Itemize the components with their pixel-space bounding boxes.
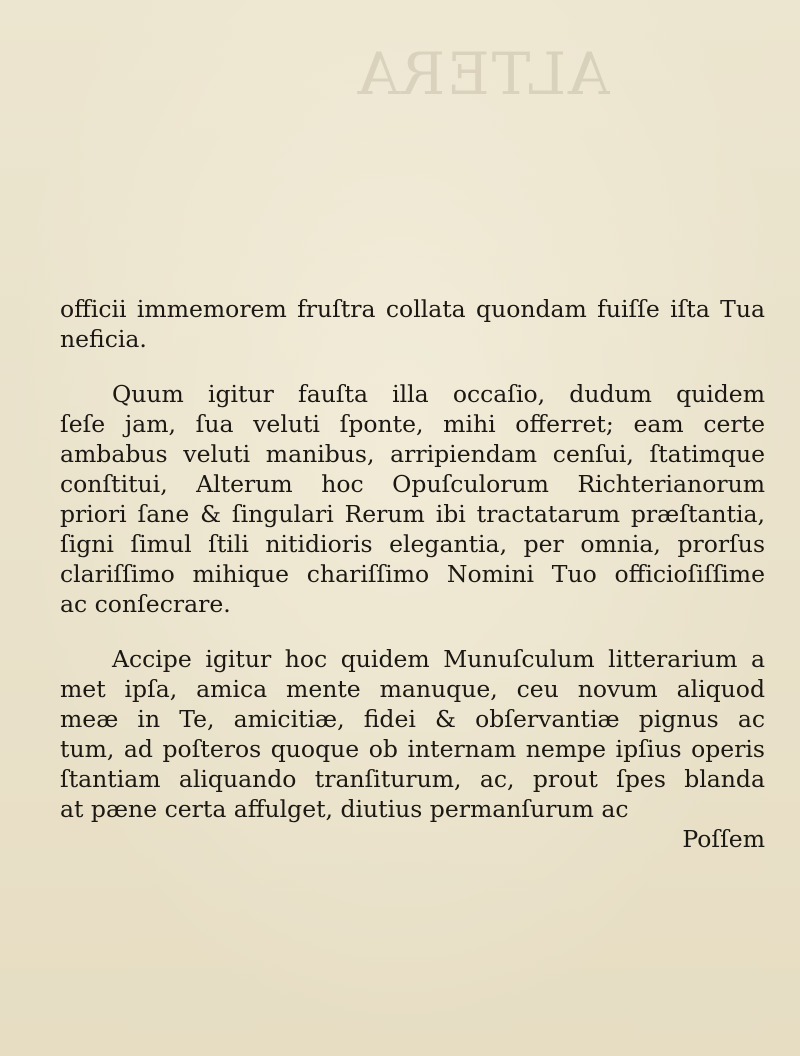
text-line: ſtantiam aliquando tranſiturum, ac, prout ſpes blanda bbox=[60, 765, 765, 793]
text-line: ſigni ſimul ſtili nitidioris elegantia, per omnia, prorſus bbox=[60, 530, 765, 558]
text-line: ac conſecrare. bbox=[60, 590, 231, 618]
text-line: ambabus veluti manibus, arripiendam cenſui, ſtatimque bbox=[60, 440, 765, 468]
text-line: meæ in Te, amicitiæ, fidei & obſervantiæ pignus ac bbox=[60, 705, 765, 733]
body-text bbox=[60, 294, 765, 854]
text-line: Quum igitur fauſta illa occaſio, dudum quidem bbox=[112, 380, 765, 408]
text-line: clariſſimo mihique chariſſimo Nomini Tuo officioſiſſime bbox=[60, 560, 765, 588]
text-line: Accipe igitur hoc quidem Munuſculum litterarium a bbox=[112, 645, 765, 673]
text-line: neficia. bbox=[60, 325, 147, 353]
text-line: tum, ad poſteros quoque ob internam nempe ipſius operis bbox=[60, 735, 765, 763]
text-line: priori ſane & ſingulari Rerum ibi tractatarum præſtantia, bbox=[60, 500, 765, 528]
show-through-text: ALTERA bbox=[355, 40, 610, 108]
text-line: officii immemorem fruſtra collata quondam fuiſſe iſta Tua bbox=[60, 295, 765, 323]
catchword: Poſſem bbox=[682, 825, 765, 853]
text-line: at pæne certa affulget, diutius permanſurum ac bbox=[60, 795, 629, 823]
text-line: ſeſe jam, ſua veluti ſponte, mihi offerret; eam certe bbox=[60, 410, 765, 438]
text-line: met ipſa, amica mente manuque, ceu novum aliquod bbox=[60, 675, 765, 703]
text-line: conſtitui, Alterum hoc Opuſculorum Richterianorum bbox=[60, 470, 765, 498]
